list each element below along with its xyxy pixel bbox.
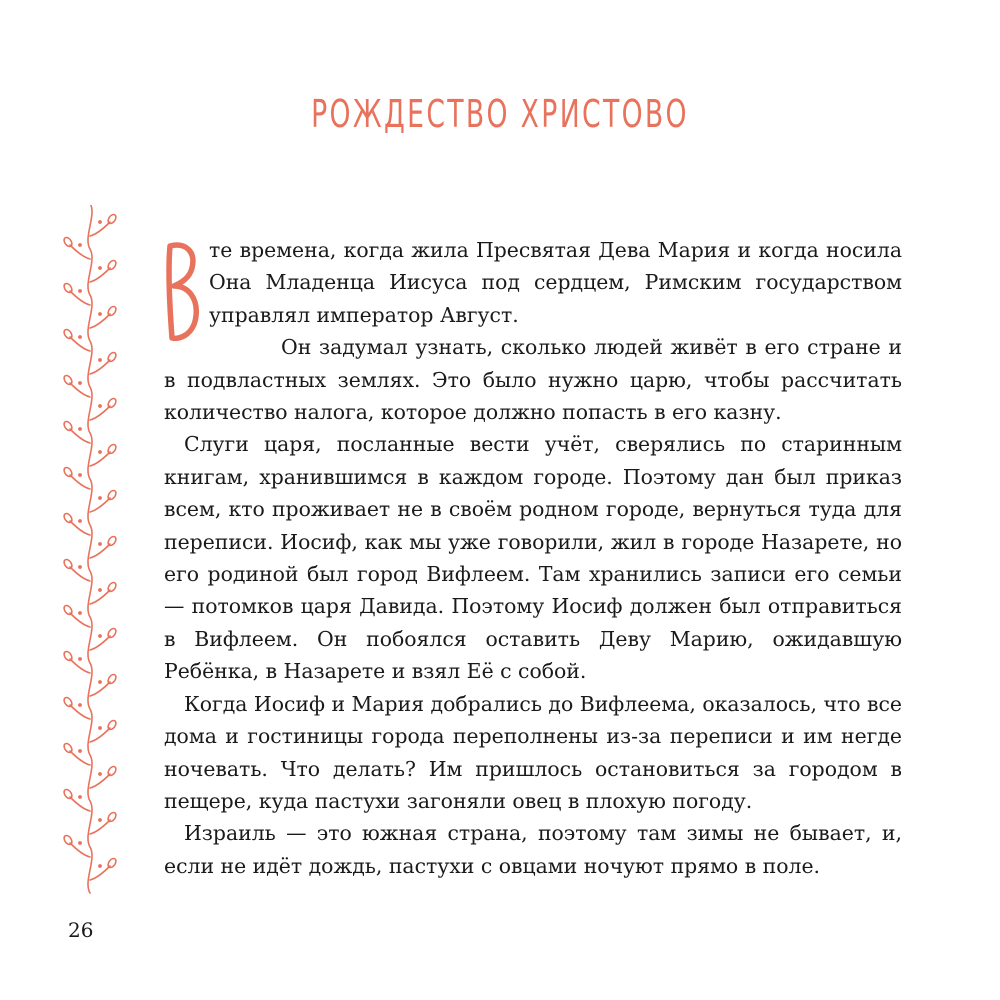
paragraph-4: Когда Иосиф и Мария добрались до Вифлеема, оказалось, что все дома и гостиницы города переполнены из-за переписи и им негде ночевать. Что делать? Им пришлось остановиться за городом в пещере, куда пастухи загоняли овец в плохую погоду. bbox=[164, 691, 902, 813]
paragraph-3: Слуги царя, посланные вести учёт, сверялись по старинным книгам, хранившимся в каждом городе. Поэтому дан был приказ всем, кто проживает не в своём родном городе, вернуться туда для переписи. Иосиф, как мы уже говорили, жил в городе Назарете, но его родиной был город Вифлеем. Там хранились записи его семьи — потомков царя Давида. Поэтому Иосиф должен был отправиться в Вифлеем. Он побоялся оставить Деву Марию, ожидавшую Ребёнка, в Назарете и взял Её с собой. bbox=[164, 432, 902, 684]
main-text bbox=[164, 234, 902, 882]
vine-ornament-icon bbox=[55, 205, 125, 895]
drop-cap bbox=[164, 238, 200, 342]
page-number: 26 bbox=[68, 918, 94, 942]
page-title: РОЖДЕСТВО ХРИСТОВО bbox=[311, 92, 689, 136]
paragraph-2: Он задумал узнать, сколько людей живёт в его стране и в подвластных землях. Это было нужно царю, чтобы рассчитать количество налога, которое должно попасть в его казну. bbox=[164, 335, 902, 425]
paragraph-1-text: те времена, когда жила Пресвятая Дева Мария и когда носила Она Младенца Иисуса под сердцем, Римским государством управлял император Август. bbox=[209, 238, 902, 327]
paragraph-5: Израиль — это южная страна, поэтому там зимы не бывает, и, если не идёт дождь, пастухи с овцами ночуют прямо в поле. bbox=[164, 821, 902, 878]
paragraph-1 bbox=[164, 234, 902, 331]
